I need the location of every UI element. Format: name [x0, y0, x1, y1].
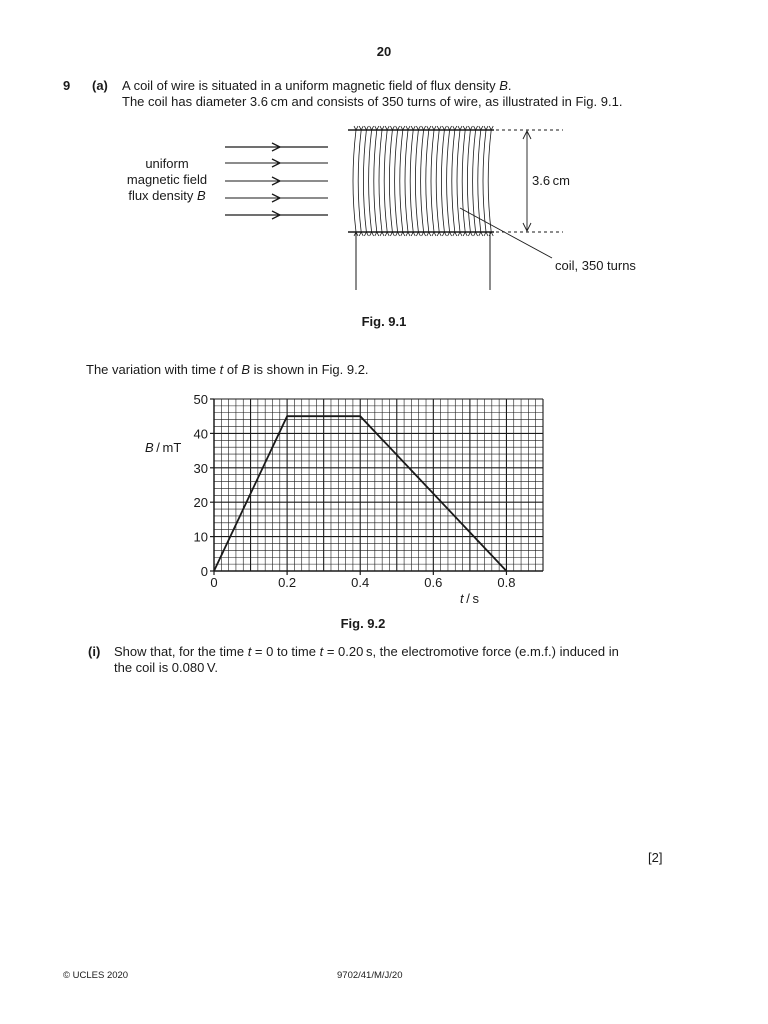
coil-turn	[400, 130, 403, 232]
footer-code: 9702/41/M/J/20	[337, 970, 403, 981]
coil-label: coil, 350 turns	[555, 258, 636, 273]
intro-line-2: The coil has diameter 3.6 cm and consists of 350 turns of wire, as illustrated in Fig. 9.1.	[122, 94, 623, 109]
marks-label: [2]	[648, 850, 663, 865]
coil-turn	[374, 130, 377, 232]
part-i-var-t2: t	[319, 644, 324, 659]
coil-turn	[395, 130, 398, 232]
footer-copyright: © UCLES 2020	[63, 970, 129, 981]
page-number: 20	[376, 44, 392, 59]
graph-intro-mid: of	[223, 362, 242, 377]
graph-intro-pre: The variation with time	[86, 362, 220, 377]
coil-turn	[421, 130, 424, 232]
intro-text: A coil of wire is situated in a uniform magnetic field of flux density	[122, 78, 500, 93]
graph-intro-text	[86, 362, 369, 378]
graph-intro-var-t: t	[219, 362, 224, 377]
intro-var-b: B	[499, 78, 508, 93]
x-tick-label: 0	[210, 575, 218, 590]
question-number: 9	[63, 78, 71, 93]
b-vs-t-graph	[0, 380, 768, 620]
coil-turn	[389, 130, 392, 232]
y-tick-label: 50	[193, 392, 208, 407]
coil-turn	[452, 130, 455, 232]
field-label-line-1: uniform	[145, 156, 189, 171]
part-i-text-1: Show that, for the time	[114, 644, 248, 659]
diameter-marker	[496, 130, 563, 232]
intro-text-end: .	[507, 78, 512, 93]
fig92-caption: Fig. 9.2	[340, 616, 386, 631]
coil-turn	[483, 130, 486, 232]
coil-turn	[467, 130, 470, 232]
coil-label-leader	[460, 208, 552, 258]
graph-intro-post: is shown in Fig. 9.2.	[250, 362, 369, 377]
y-tick-label: 20	[193, 495, 208, 511]
coil-turn	[447, 130, 450, 232]
graph-grid	[214, 399, 543, 571]
coil-turn	[353, 130, 356, 232]
y-tick-label: 40	[193, 426, 208, 442]
coil-turn	[488, 130, 491, 232]
field-label-line-2: magnetic field	[126, 172, 208, 187]
part-i-var-t1: t	[247, 644, 252, 659]
y-axis-label-var: B	[145, 440, 154, 455]
coil	[348, 126, 494, 290]
x-axis-label-unit: / s	[463, 591, 479, 606]
part-i-line-1	[114, 644, 619, 660]
coil-turn	[405, 130, 408, 232]
x-axis-label	[460, 591, 479, 606]
x-tick-label: 0.4	[351, 575, 370, 590]
y-tick-label: 0	[200, 564, 208, 579]
x-tick-label: 0.6	[424, 575, 443, 590]
part-i-label: (i)	[88, 644, 101, 659]
coil-turn	[431, 130, 434, 232]
coil-turn	[415, 130, 418, 232]
field-label-var-b: B	[196, 188, 206, 203]
coil-turn	[358, 130, 361, 232]
coil-turn	[441, 130, 444, 232]
coil-turn	[379, 130, 382, 232]
part-i-text-3: = 0.20 s, the electromotive force (e.m.f.) induced in	[323, 644, 619, 659]
y-axis-label	[145, 440, 181, 455]
coil-turn	[436, 130, 439, 232]
part-i-line-2: the coil is 0.080 V.	[114, 660, 219, 675]
diameter-label: 3.6 cm	[532, 173, 571, 188]
y-tick-label: 10	[193, 529, 208, 545]
graph-axes	[210, 399, 543, 575]
part-i-text-2: = 0 to time	[251, 644, 320, 659]
coil-turn	[426, 130, 429, 232]
x-tick-label: 0.8	[497, 575, 516, 590]
coil-turn	[462, 130, 465, 232]
fig91-caption: Fig. 9.1	[361, 314, 407, 329]
coil-turn	[457, 130, 460, 232]
coil-turn	[363, 130, 366, 232]
part-label: (a)	[92, 78, 108, 93]
coil-turn	[410, 130, 413, 232]
field-lines	[225, 143, 328, 219]
y-axis-label-unit: / mT	[153, 440, 182, 455]
y-tick-label: 30	[193, 460, 208, 476]
x-axis-label-var: t	[460, 591, 464, 606]
coil-diagram	[0, 0, 768, 330]
x-tick-label: 0.2	[278, 575, 297, 590]
coil-turns	[353, 126, 493, 236]
coil-turn	[369, 130, 372, 232]
graph-intro-var-b: B	[241, 362, 251, 377]
coil-turn	[478, 130, 481, 232]
field-label-text: flux density	[128, 188, 197, 203]
tick-labels	[194, 392, 516, 590]
coil-turn	[384, 130, 387, 232]
